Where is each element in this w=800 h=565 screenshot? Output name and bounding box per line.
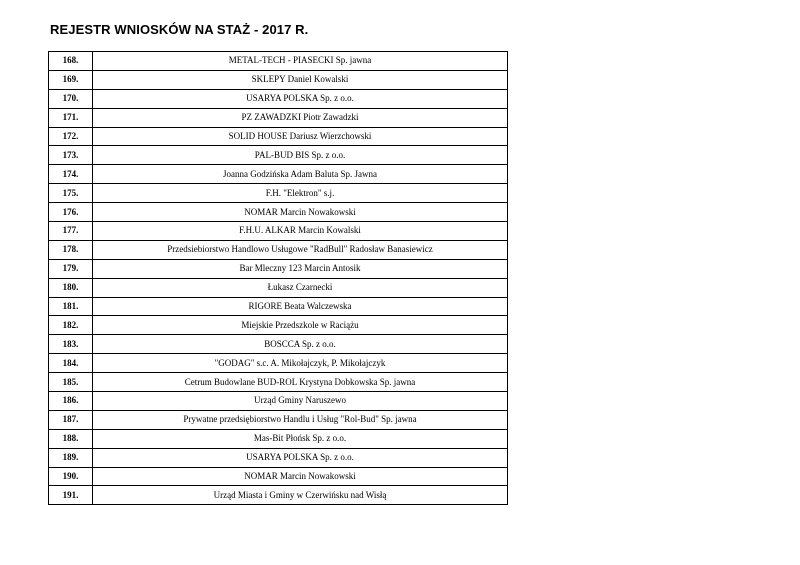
table-row [49,297,508,316]
applicant-name: Łukasz Czarnecki [93,278,508,297]
table-row [49,89,508,108]
applicant-name: F.H. "Elektron" s.j. [93,184,508,203]
table-row [49,203,508,222]
table-row [49,373,508,392]
applicant-name: PAL-BUD BIS Sp. z o.o. [93,146,508,165]
table-row [49,486,508,505]
table-row [49,448,508,467]
applicant-name: PZ ZAWADZKI Piotr Zawadzki [93,108,508,127]
applicant-name: Mas-Bit Płońsk Sp. z o.o. [93,429,508,448]
row-number: 177. [49,222,93,241]
table-row [49,354,508,373]
row-number: 182. [49,316,93,335]
applicant-name: RIGORE Beata Walczewska [93,297,508,316]
table-row [49,316,508,335]
applicant-name: METAL-TECH - PIASECKI Sp. jawna [93,52,508,71]
applicant-name: SOLID HOUSE Dariusz Wierzchowski [93,127,508,146]
applicant-name: SKLEPY Daniel Kowalski [93,70,508,89]
table-row [49,410,508,429]
register-table-body [49,52,508,505]
table-row [49,52,508,71]
applicant-name: Urząd Gminy Naruszewo [93,392,508,411]
applicant-name: Cetrum Budowlane BUD-ROL Krystyna Dobkowska Sp. jawna [93,373,508,392]
register-table [48,51,508,505]
page-title: REJESTR WNIOSKÓW NA STAŻ - 2017 R. [50,22,309,37]
row-number: 187. [49,410,93,429]
row-number: 170. [49,89,93,108]
table-row [49,335,508,354]
row-number: 185. [49,373,93,392]
row-number: 179. [49,259,93,278]
table-row [49,467,508,486]
row-number: 183. [49,335,93,354]
applicant-name: F.H.U. ALKAR Marcin Kowalski [93,222,508,241]
applicant-name: Bar Mleczny 123 Marcin Antosik [93,259,508,278]
table-row [49,127,508,146]
applicant-name: "GODAG" s.c. A. Mikołajczyk, P. Mikołajczyk [93,354,508,373]
table-row [49,278,508,297]
applicant-name: Joanna Godzińska Adam Baluta Sp. Jawna [93,165,508,184]
row-number: 168. [49,52,93,71]
row-number: 181. [49,297,93,316]
row-number: 175. [49,184,93,203]
applicant-name: USARYA POLSKA Sp. z o.o. [93,448,508,467]
row-number: 174. [49,165,93,184]
applicant-name: Miejskie Przedszkole w Raciążu [93,316,508,335]
row-number: 169. [49,70,93,89]
applicant-name: Prywatne przedsiębiorstwo Handlu i Usług "Rol-Bud" Sp. jawna [93,410,508,429]
row-number: 172. [49,127,93,146]
table-row [49,392,508,411]
table-row [49,165,508,184]
applicant-name: USARYA POLSKA Sp. z o.o. [93,89,508,108]
applicant-name: NOMAR Marcin Nowakowski [93,467,508,486]
row-number: 190. [49,467,93,486]
row-number: 178. [49,240,93,259]
row-number: 180. [49,278,93,297]
row-number: 189. [49,448,93,467]
row-number: 173. [49,146,93,165]
applicant-name: Przedsiebiorstwo Handlowo Usługowe "RadBull" Radosław Banasiewicz [93,240,508,259]
table-row [49,222,508,241]
table-row [49,240,508,259]
table-row [49,429,508,448]
table-row [49,184,508,203]
row-number: 188. [49,429,93,448]
table-row [49,259,508,278]
row-number: 186. [49,392,93,411]
row-number: 184. [49,354,93,373]
table-row [49,108,508,127]
row-number: 171. [49,108,93,127]
applicant-name: Urząd Miasta i Gminy w Czerwińsku nad Wisłą [93,486,508,505]
row-number: 176. [49,203,93,222]
row-number: 191. [49,486,93,505]
applicant-name: BOSCCA Sp. z o.o. [93,335,508,354]
table-row [49,146,508,165]
table-row [49,70,508,89]
applicant-name: NOMAR Marcin Nowakowski [93,203,508,222]
